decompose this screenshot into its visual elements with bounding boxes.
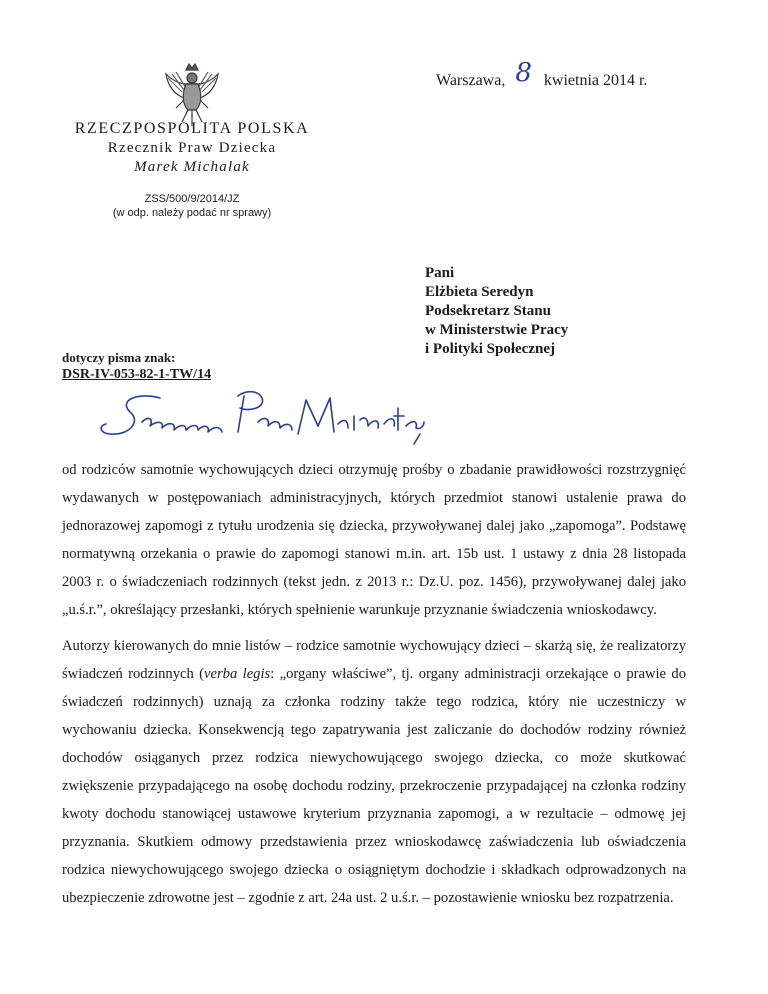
office-holder: Marek Michalak [134, 159, 250, 175]
reference-note: (w odp. należy podać nr sprawy) [112, 207, 272, 219]
date-day-handwritten: 8 [515, 58, 532, 88]
organization-name: RZECZPOSPOLITA POLSKA [74, 120, 310, 137]
concerns-block [62, 350, 211, 383]
reference-block [62, 192, 322, 220]
letter-body [62, 456, 686, 920]
recipient-line: i Polityki Społecznej [425, 341, 555, 357]
concerns-label: dotyczy pisma znak: [62, 350, 176, 365]
organization-header [62, 120, 322, 176]
recipient-line: Pani [425, 265, 455, 281]
reference-number: ZSS/500/9/2014/JZ [144, 193, 240, 205]
concerns-code: DSR-IV-053-82-1-TW/14 [62, 367, 212, 382]
date-line [436, 58, 648, 92]
paragraph: od rodziców samotnie wychowujących dzieci otrzymuję prośby o zbadanie prawidłowości rozstrzygnięć wydawanych w postępowaniach administracyjnych, których przedmiot stanowi ustalenie prawa do jednorazowej zapomogi z tytułu urodzenia się dziecka, przywoływanej dalej jako „zapomoga”. Podstawę normatywną orzekania o prawie do zapomogi stanowi m.in. art. 15b ust. 1 ustawy z dnia 28 listopada 2003 r. o świadczeniach rodzinnych (tekst jedn. z 2013 r.: Dz.U. poz. 1456), przywoływanej dalej jako „u.ś.r.”, określający przesłanki, których spełnienie warunkuje przyznanie świadczenia wnioskodawcy. [62, 462, 686, 618]
date-city: Warszawa, [436, 72, 506, 89]
recipient-block [425, 264, 568, 359]
recipient-line: w Ministerstwie Pracy [425, 322, 569, 338]
paragraph: Autorzy kierowanych do mnie listów – rodzice samotnie wychowujący dzieci – skarżą się, że realizatorzy świadczeń rodzinnych (verba legis: „organy właściwe”, tj. organy administracji orzekające o prawie do świadczeń rodzinnych) uznają za członka rodziny także tego rodzica, który nie uczestniczy w wychowaniu dziecka. Konsekwencją tego zapatrywania jest zaliczanie do dochodów rodziny również dochodów osiąganych przez rodzica niewychowującego swojego dziecka, co może skutkować zwiększenie przypadającego na osobę dochodu rodziny, przekroczenie przypadającej na członka rodziny kwoty dochodu stanowiącej ustawowe kryterium przyznania zapomogi, a w rezultacie – odmowę jej przyznania. Skutkiem odmowy przedstawienia przez wnioskodawcę zaświadczenia lub oświadczenia rodzica niewychowującego swojego dziecka o osiągniętym dochodzie i składkach odprowadzonych na ubezpieczenie zdrowotne jest – zgodnie z art. 24a ust. 2 u.ś.r. – pozostawienie wniosku bez rozpatrzenia. [62, 638, 686, 906]
date-month-year: kwietnia 2014 r. [543, 72, 648, 89]
recipient-line: Elżbieta Seredyn [425, 284, 534, 300]
italic-term: verba legis [204, 666, 271, 682]
office-name: Rzecznik Praw Dziecka [107, 140, 277, 156]
recipient-line: Podsekretarz Stanu [425, 303, 551, 319]
handwritten-salutation [98, 386, 428, 456]
